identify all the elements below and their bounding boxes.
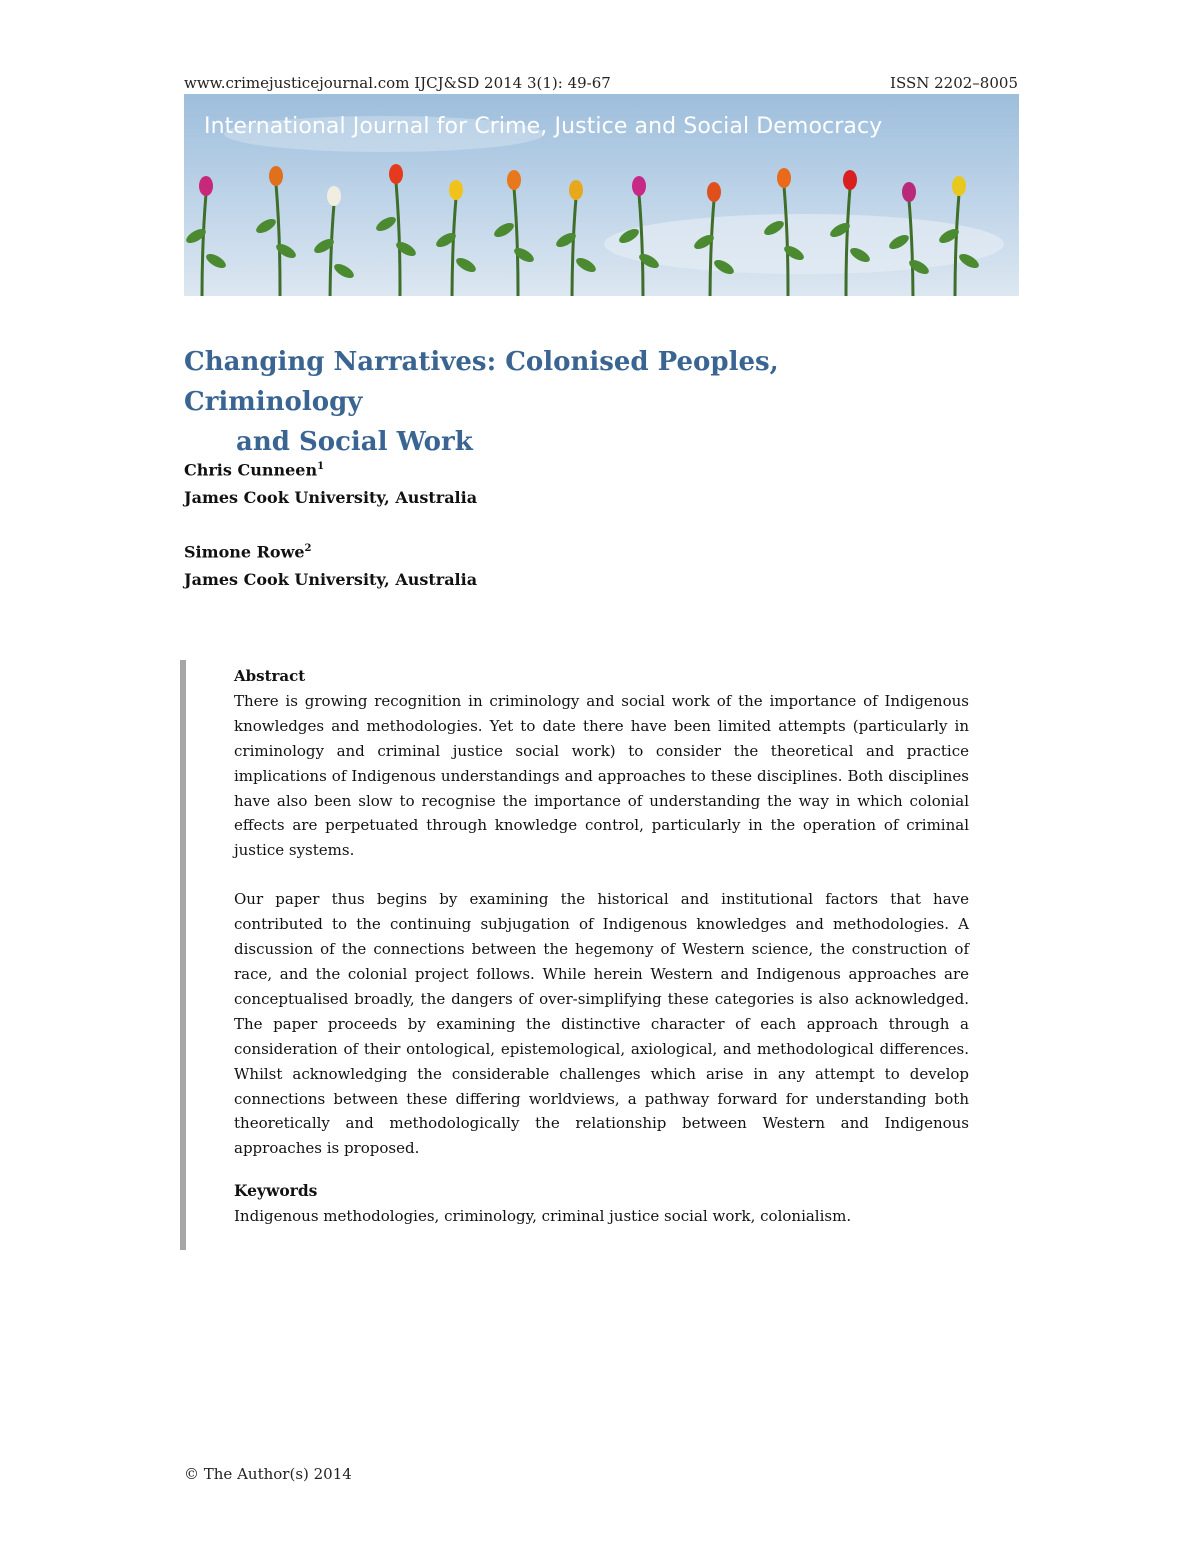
journal-citation: www.crimejusticejournal.com IJCJ&SD 2014 3(1): 49-67 — [184, 74, 611, 92]
rose-hand — [952, 176, 966, 196]
footnote-marker[interactable]: 1 — [317, 461, 325, 472]
rose-hand — [327, 186, 341, 206]
title-line-2: and Social Work — [236, 427, 473, 457]
rose-hand — [389, 164, 403, 184]
author-block-1 — [184, 453, 477, 512]
rose-hand — [199, 176, 213, 196]
footnote-marker[interactable]: 2 — [304, 543, 312, 554]
keywords-heading: Keywords — [234, 1181, 318, 1201]
article-title — [184, 342, 944, 462]
rose-hand — [843, 170, 857, 190]
abstract-paragraph-2: Our paper thus begins by examining the historical and institutional factors that have contributed to the continuing subjugation of Indigenous knowledges and methodologies. A discussion of the connections between the hegemony of Western science, the construction of race, and the colonial project follows. While herein Western and Indigenous approaches are conceptualised broadly, the dangers of over-simplifying these categories is also acknowledged. The paper proceeds by examining the distinctive character of each approach through a consideration of their ontological, epistemological, axiological, and methodological differences. Whilst acknowledging the considerable challenges which arise in any attempt to develop connections between these differing worldviews, a pathway forward for understanding both theoretically and methodologically the relationship between Western and Indigenous approaches is proposed. — [234, 890, 969, 1158]
abstract-heading: Abstract — [234, 667, 306, 685]
abstract-paragraph-1: There is growing recognition in criminology and social work of the importance of Indigenous knowledges and methodologies. Yet to date there have been limited attempts (particularly in criminology and criminal justice social work) to consider the theoretical and practice implications of Indigenous understandings and approaches to these disciplines. Both disciplines have also been slow to recognise the importance of understanding the way in which colonial effects are perpetuated through knowledge control, particularly in the operation of criminal justice systems. — [234, 691, 969, 860]
abstract-section — [180, 660, 976, 1250]
rose-hand — [707, 182, 721, 202]
rose-hand — [449, 180, 463, 200]
author-name: Simone Rowe — [184, 542, 305, 562]
rose-hand — [777, 168, 791, 188]
journal-banner — [184, 94, 1019, 296]
issn: ISSN 2202–8005 — [890, 74, 1018, 92]
rose-hand — [632, 176, 646, 196]
author-affiliation: James Cook University, Australia — [184, 488, 478, 508]
title-line-1: Changing Narratives: Colonised Peoples, Criminology — [184, 347, 779, 417]
author-affiliation: James Cook University, Australia — [184, 570, 478, 590]
rose-hand — [902, 182, 916, 202]
author-name: Chris Cunneen — [184, 460, 318, 480]
copyright-footer: © The Author(s) 2014 — [184, 1465, 352, 1483]
banner-title: International Journal for Crime, Justice and Social Democracy — [204, 114, 883, 139]
rose-hand — [507, 170, 521, 190]
rose-hand — [569, 180, 583, 200]
keywords-list: Indigenous methodologies, criminology, criminal justice social work, colonialism. — [234, 1207, 852, 1226]
author-block-2 — [184, 535, 477, 594]
rose-hand — [269, 166, 283, 186]
